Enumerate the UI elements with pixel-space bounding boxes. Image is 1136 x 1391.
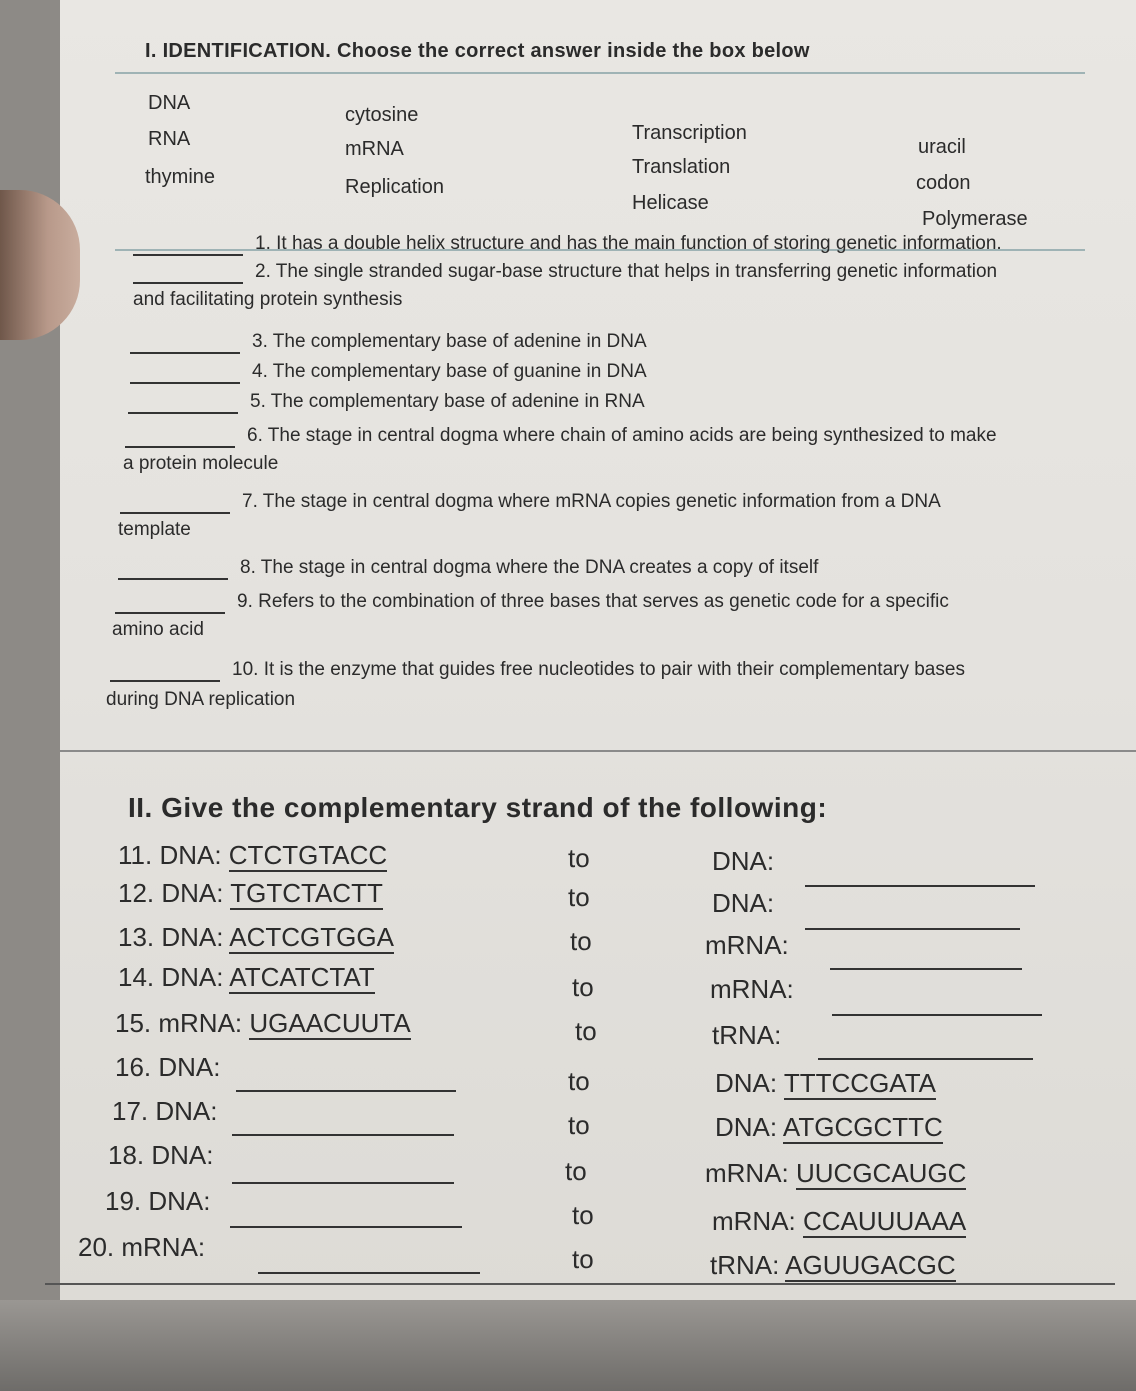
item-label: mRNA: (705, 1158, 796, 1188)
answer-blank[interactable] (130, 334, 240, 354)
target-type: DNA: (712, 846, 775, 876)
question-text: 10. It is the enzyme that guides free nucleotides to pair with their complementary bases (232, 659, 965, 680)
item-19: 19. DNA: (105, 1186, 211, 1216)
answer-blank[interactable] (830, 968, 1022, 970)
answer-blank[interactable] (236, 1090, 456, 1092)
item-15 (115, 1008, 411, 1039)
target-type: tRNA: (712, 1020, 782, 1050)
table-surface (0, 1300, 1136, 1391)
item-label: DNA: (715, 1112, 783, 1142)
item-label: 13. DNA: (118, 922, 230, 952)
item-label: tRNA: (710, 1250, 786, 1280)
to-label: to (565, 1156, 587, 1186)
item-18: 18. DNA: (108, 1140, 214, 1170)
question-9 (115, 590, 949, 614)
choice-replication: Replication (345, 176, 444, 198)
answer-blank[interactable] (133, 236, 243, 256)
item-label: 14. DNA: (118, 962, 230, 992)
answer-blank[interactable] (110, 662, 220, 682)
answer-blank[interactable] (258, 1272, 480, 1274)
given-strand: ATGCGCTTC (782, 1112, 943, 1142)
answer-blank[interactable] (805, 885, 1035, 887)
answer-blank[interactable] (128, 394, 238, 414)
target-strand (705, 1158, 966, 1189)
item-label: DNA: (715, 1068, 784, 1098)
question-9-cont: amino acid (112, 619, 204, 640)
item-label: 12. DNA: (118, 878, 231, 908)
given-strand: UGAACUUTA (249, 1008, 411, 1038)
answer-blank[interactable] (120, 494, 230, 514)
question-3 (130, 330, 647, 354)
given-strand: CTCTGTACC (228, 840, 388, 870)
question-2 (133, 260, 997, 284)
item-16: 16. DNA: (115, 1052, 221, 1082)
bottom-border (45, 1283, 1115, 1285)
answer-blank[interactable] (832, 1014, 1042, 1016)
choice-thymine: thymine (145, 166, 216, 188)
answer-blank[interactable] (125, 428, 235, 448)
question-7-cont: template (118, 519, 191, 540)
to-label: to (570, 926, 592, 956)
given-strand: AGUUGACGC (785, 1250, 956, 1280)
question-text: 4. The complementary base of guanine in DNA (252, 361, 647, 382)
answer-blank[interactable] (115, 594, 225, 614)
given-strand: UUCGCAUGC (796, 1158, 967, 1188)
to-label: to (572, 972, 594, 1002)
item-13 (118, 922, 394, 953)
choice-uracil: uracil (918, 136, 966, 158)
question-text: 6. The stage in central dogma where chain of amino acids are being synthesized to make (247, 425, 997, 446)
target-strand (715, 1068, 936, 1099)
item-11 (118, 840, 387, 871)
item-label: 11. DNA: (118, 840, 229, 870)
answer-blank[interactable] (230, 1226, 462, 1228)
choice-translation: Translation (632, 156, 731, 178)
question-text: 7. The stage in central dogma where mRNA copies genetic information from a DNA (242, 491, 941, 512)
to-label: to (568, 1110, 590, 1140)
answer-blank[interactable] (130, 364, 240, 384)
to-label: to (572, 1200, 594, 1230)
question-10-cont: during DNA replication (106, 689, 296, 710)
to-label: to (572, 1244, 594, 1274)
given-strand: ACTCGTGGA (229, 922, 394, 952)
answer-blank[interactable] (232, 1182, 454, 1184)
question-4 (130, 360, 647, 384)
question-1 (133, 232, 1002, 256)
question-7 (120, 490, 941, 514)
target-type: mRNA: (710, 974, 794, 1004)
choice-rna: RNA (148, 128, 191, 150)
item-label: 15. mRNA: (115, 1008, 250, 1038)
question-text: 5. The complementary base of adenine in RNA (250, 391, 645, 412)
choice-cytosine: cytosine (345, 104, 419, 126)
given-strand: TTTCCGATA (783, 1068, 937, 1098)
question-text: 9. Refers to the combination of three bases that serves as genetic code for a specific (237, 591, 949, 612)
section-divider (60, 750, 1136, 760)
question-6-cont: a protein molecule (123, 453, 279, 474)
item-14 (118, 962, 375, 993)
question-text: 3. The complementary base of adenine in DNA (252, 331, 647, 352)
choice-helicase: Helicase (632, 192, 709, 214)
item-12 (118, 878, 383, 909)
target-strand (715, 1112, 943, 1143)
choice-polymerase: Polymerase (922, 208, 1028, 230)
answer-blank[interactable] (118, 560, 228, 580)
answer-blank[interactable] (232, 1134, 454, 1136)
part2-title: II. Give the complementary strand of the following: (128, 792, 828, 823)
item-17: 17. DNA: (112, 1096, 218, 1126)
given-strand: TGTCTACTT (230, 878, 383, 908)
choice-transcription: Transcription (632, 122, 747, 144)
given-strand: ATCATCTAT (229, 962, 375, 992)
answer-blank[interactable] (818, 1058, 1033, 1060)
choice-dna: DNA (148, 92, 191, 114)
to-label: to (568, 882, 590, 912)
answer-blank[interactable] (133, 264, 243, 284)
target-strand (712, 1206, 966, 1237)
part1-title: I. IDENTIFICATION. Choose the correct answer inside the box below (145, 40, 810, 62)
question-8 (118, 556, 818, 580)
item-20: 20. mRNA: (78, 1232, 206, 1262)
question-text: 8. The stage in central dogma where the DNA creates a copy of itself (240, 557, 819, 578)
to-label: to (568, 1066, 590, 1096)
question-5 (128, 390, 645, 414)
question-6 (125, 424, 997, 448)
question-text: 1. It has a double helix structure and has the main function of storing genetic information. (255, 233, 1002, 254)
question-text: 2. The single stranded sugar-base structure that helps in transferring genetic information (255, 261, 998, 282)
target-strand (710, 1250, 956, 1281)
target-type: mRNA: (705, 930, 789, 960)
answer-blank[interactable] (805, 928, 1020, 930)
to-label: to (568, 843, 590, 873)
choice-codon: codon (916, 172, 971, 194)
question-10 (110, 658, 965, 682)
given-strand: CCAUUUAAA (803, 1206, 967, 1236)
to-label: to (575, 1016, 597, 1046)
item-label: mRNA: (712, 1206, 803, 1236)
target-type: DNA: (712, 888, 775, 918)
choice-mrna: mRNA (345, 138, 404, 160)
question-2-cont: and facilitating protein synthesis (133, 289, 403, 310)
